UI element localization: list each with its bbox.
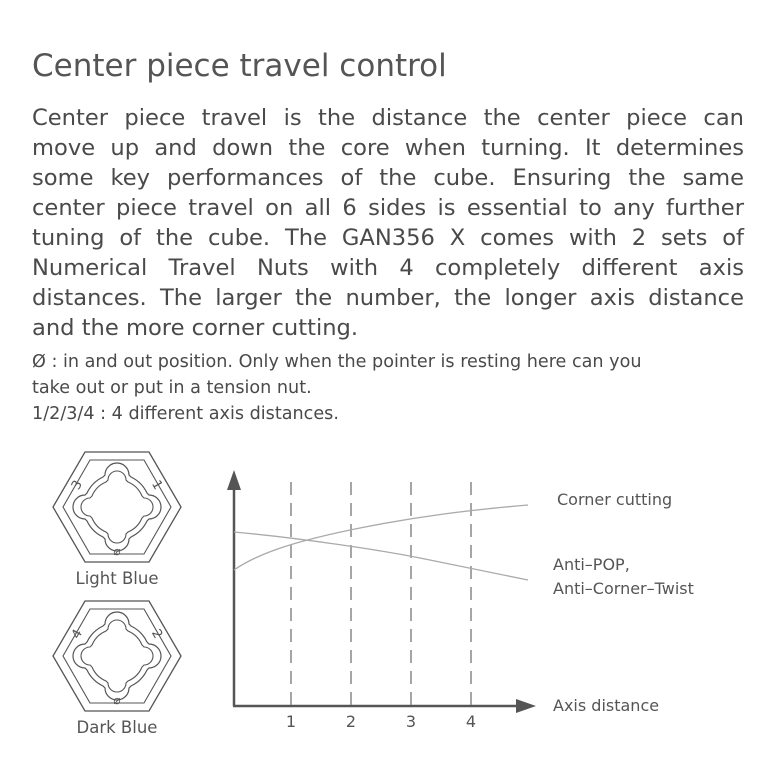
dark-blue-nut xyxy=(53,601,181,711)
y-axis-arrow-icon xyxy=(227,470,241,490)
anti-pop-curve xyxy=(234,532,528,580)
anti-pop-label: Anti–POP, xyxy=(553,555,630,574)
nut-core-icon xyxy=(73,612,161,700)
nut-right-mark: 2 xyxy=(148,626,166,642)
intro-line: move up and down the core when turning. It determines xyxy=(32,135,744,161)
nut-core-icon xyxy=(73,463,161,551)
intro-line: center piece travel on all 6 sides is essential to any further xyxy=(32,195,744,221)
nut-hexagon-inner xyxy=(63,609,171,703)
nut-left-mark: 4 xyxy=(68,626,86,642)
nut-left-mark: 3 xyxy=(68,477,86,493)
intro-line: Numerical Travel Nuts with 4 completely different axis xyxy=(32,255,744,281)
intro-line: and the more corner cutting. xyxy=(32,315,359,341)
nut-core-inner-icon xyxy=(81,471,153,543)
light-blue-label: Light Blue xyxy=(75,569,159,588)
x-axis-label: Axis distance xyxy=(553,696,660,715)
x-axis-arrow-icon xyxy=(516,699,536,713)
nut-right-mark: 1 xyxy=(148,477,166,493)
tick-label-4: 4 xyxy=(465,712,477,731)
intro-line: tuning of the cube. The GAN356 X comes with 2 sets of xyxy=(32,225,744,251)
light-blue-nut xyxy=(53,452,181,562)
corner-cutting-label: Corner cutting xyxy=(557,490,673,509)
corner-cutting-curve xyxy=(234,505,528,570)
nut-bottom-mark: ⌀ xyxy=(113,693,121,707)
anti-corner-twist-label: Anti–Corner–Twist xyxy=(553,579,694,598)
intro-line: Center piece travel is the distance the center piece can xyxy=(32,105,744,131)
tick-label-3: 3 xyxy=(405,712,417,731)
note-line: take out or put in a tension nut. xyxy=(32,378,312,398)
note-line: 1/2/3/4 : 4 different axis distances. xyxy=(32,404,339,424)
nut-core-inner-icon xyxy=(81,620,153,692)
dark-blue-label: Dark Blue xyxy=(76,718,158,737)
tick-label-2: 2 xyxy=(345,712,357,731)
tick-label-1: 1 xyxy=(285,712,297,731)
page-title: Center piece travel control xyxy=(32,48,447,84)
note-line: Ø : in and out position. Only when the pointer is resting here can you xyxy=(32,352,642,372)
intro-line: distances. The larger the number, the longer axis distance xyxy=(32,285,744,311)
nut-bottom-mark: ⌀ xyxy=(113,544,121,558)
nut-hexagon-inner xyxy=(63,460,171,554)
intro-line: some key performances of the cube. Ensuring the same xyxy=(32,165,744,191)
